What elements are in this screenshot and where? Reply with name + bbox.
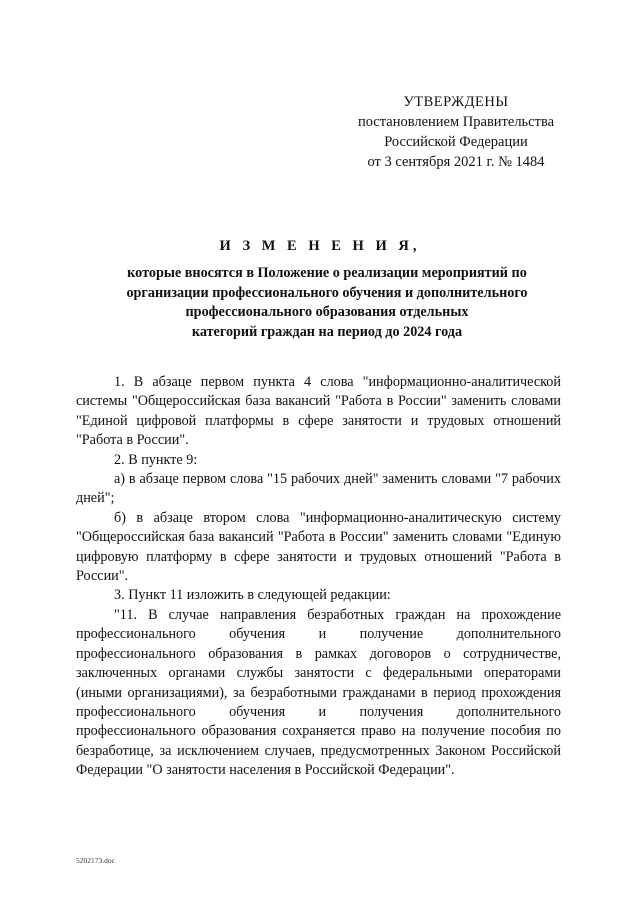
footer-filename: 5202173.doc bbox=[76, 856, 115, 865]
paragraph-item-1: 1. В абзаце первом пункта 4 слова "информационно-аналитической системы "Общероссийская база вакансий "Работа в России" заменить словами "Единой цифровой платформы в сфере занятости и трудовых отношений "Работа в России". bbox=[76, 374, 561, 449]
approval-title: УТВЕРЖДЕНЫ bbox=[403, 94, 509, 110]
paragraph-new-clause-11: "11. В случае направления безработных граждан на прохождение профессионального обучения и получение дополнительного профессионального образования в рамках договоров о сотрудничестве, заключенных органами службы занятости с федеральными операторами (иными организациями), за безработными гражданами в период прохождения профессионального обучения и получения дополнительного профессионального образования сохраняется право на получение пособия по безработице, за исключением случаев, предусмотренных Законом Российской Федерации "О занятости населения в Российской Федерации". bbox=[76, 606, 561, 779]
paragraph-subitem-a: а) в абзаце первом слова "15 рабочих дней" заменить словами "7 рабочих дней"; bbox=[76, 471, 561, 507]
subtitle-line-3: профессионального образования отдельных bbox=[185, 304, 469, 320]
document-title: И З М Е Н Е Н И Я, bbox=[219, 238, 421, 254]
approval-line-1: постановлением Правительства bbox=[357, 114, 555, 130]
subtitle-line-2: организации профессионального обучения и дополнительного bbox=[126, 284, 528, 301]
subtitle-line-1: которые вносятся в Положение о реализации мероприятий по bbox=[127, 265, 527, 281]
paragraph-subitem-b: б) в абзаце втором слова "информационно-аналитическую систему "Общероссийская база вакансий "Работа в России" заменить словами "Единую цифровую платформу в сфере занятости и трудовых отношений "Работа в России". bbox=[76, 509, 561, 585]
document-subtitle bbox=[92, 264, 562, 342]
paragraph-item-2: 2. В пункте 9: bbox=[114, 451, 198, 468]
document-body bbox=[76, 373, 561, 781]
approval-block bbox=[340, 92, 572, 172]
paragraph-item-3: 3. Пункт 11 изложить в следующей редакции: bbox=[114, 587, 391, 604]
approval-line-2: Российской Федерации bbox=[384, 134, 528, 150]
subtitle-line-4: категорий граждан на период до 2024 года bbox=[191, 323, 463, 340]
approval-line-3: от 3 сентября 2021 г. № 1484 bbox=[367, 154, 545, 170]
